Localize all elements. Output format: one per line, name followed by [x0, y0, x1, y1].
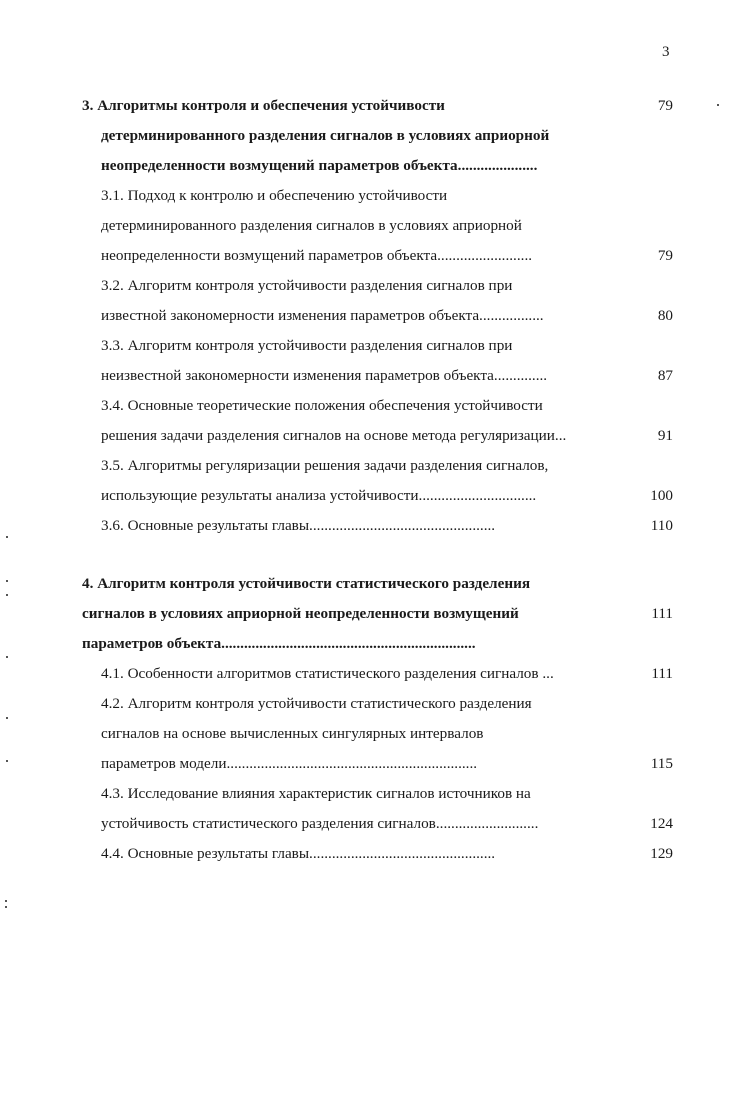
- toc-entry-4-2-line-3: параметров модели..................................................................: [101, 755, 478, 772]
- chapter-3-page: 79: [657, 97, 673, 114]
- scan-artifact: [6, 536, 8, 538]
- scan-artifact: [5, 900, 7, 902]
- scan-artifact: [6, 760, 8, 762]
- toc-entry-4-4-page: 129: [650, 845, 673, 862]
- toc-entry-3-6-page: 110: [650, 517, 673, 534]
- scan-artifact: [5, 906, 7, 908]
- scan-artifact: [6, 594, 8, 596]
- toc-entry-3-5-line-2: использующие результаты анализа устойчивости...............................: [101, 487, 537, 504]
- toc-entry-3-3-page: 87: [657, 367, 673, 384]
- toc-entry-3-6-line-1: 3.6. Основные результаты главы.................................................: [101, 517, 496, 534]
- toc-entry-3-1-page: 79: [657, 247, 673, 264]
- toc-entry-3-2-line-1: 3.2. Алгоритм контроля устойчивости разделения сигналов при: [101, 277, 513, 294]
- toc-entry-4-1-page: 111: [651, 665, 673, 682]
- chapter-4-page: 111: [651, 605, 673, 622]
- toc-entry-3-4-line-2: решения задачи разделения сигналов на основе метода регуляризации...: [101, 427, 567, 444]
- chapter-3-title-line-1: 3. Алгоритмы контроля и обеспечения устойчивости: [82, 97, 445, 114]
- toc-entry-3-1-line-3: неопределенности возмущений параметров объекта.........................: [101, 247, 533, 264]
- toc-entry-4-2-page: 115: [650, 755, 673, 772]
- chapter-3-title-line-2: детерминированного разделения сигналов в условиях априорной: [101, 127, 550, 144]
- toc-entry-4-3-page: 124: [650, 815, 673, 832]
- chapter-4-title-line-1: 4. Алгоритм контроля устойчивости статистического разделения: [82, 575, 531, 592]
- chapter-3-title-line-3: неопределенности возмущений параметров объекта.....................: [101, 157, 538, 174]
- toc-entry-3-4-line-1: 3.4. Основные теоретические положения обеспечения устойчивости: [101, 397, 543, 414]
- scan-artifact: [717, 104, 719, 106]
- chapter-4-title-line-2: сигналов в условиях априорной неопределенности возмущений: [82, 605, 519, 622]
- toc-entry-3-3-line-2: неизвестной закономерности изменения параметров объекта..............: [101, 367, 548, 384]
- toc-entry-3-1-line-2: детерминированного разделения сигналов в условиях априорной: [101, 217, 522, 234]
- toc-entry-3-2-line-2: известной закономерности изменения параметров объекта.................: [101, 307, 544, 324]
- toc-entry-3-4-page: 91: [657, 427, 673, 444]
- page-number: 3: [662, 44, 670, 60]
- toc-entry-3-2-page: 80: [657, 307, 673, 324]
- toc-entry-4-3-line-1: 4.3. Исследование влияния характеристик сигналов источников на: [101, 785, 531, 802]
- scan-artifact: [6, 580, 8, 582]
- toc-entry-4-4-line-1: 4.4. Основные результаты главы.................................................: [101, 845, 496, 862]
- scan-artifact: [6, 656, 8, 658]
- toc-entry-3-5-line-1: 3.5. Алгоритмы регуляризации решения задачи разделения сигналов,: [101, 457, 549, 474]
- toc-entry-3-3-line-1: 3.3. Алгоритм контроля устойчивости разделения сигналов при: [101, 337, 513, 354]
- chapter-4-title-line-3: параметров объекта...................................................................: [82, 635, 476, 652]
- toc-entry-3-5-page: 100: [650, 487, 673, 504]
- toc-entry-4-2-line-2: сигналов на основе вычисленных сингулярных интервалов: [101, 725, 484, 742]
- toc-entry-4-3-line-2: устойчивость статистического разделения сигналов...........................: [101, 815, 539, 832]
- toc-entry-4-2-line-1: 4.2. Алгоритм контроля устойчивости статистического разделения: [101, 695, 532, 712]
- toc-entry-3-1-line-1: 3.1. Подход к контролю и обеспечению устойчивости: [101, 187, 448, 204]
- scan-artifact: [6, 717, 8, 719]
- toc-entry-4-1-line-1: 4.1. Особенности алгоритмов статистического разделения сигналов ...: [101, 665, 554, 682]
